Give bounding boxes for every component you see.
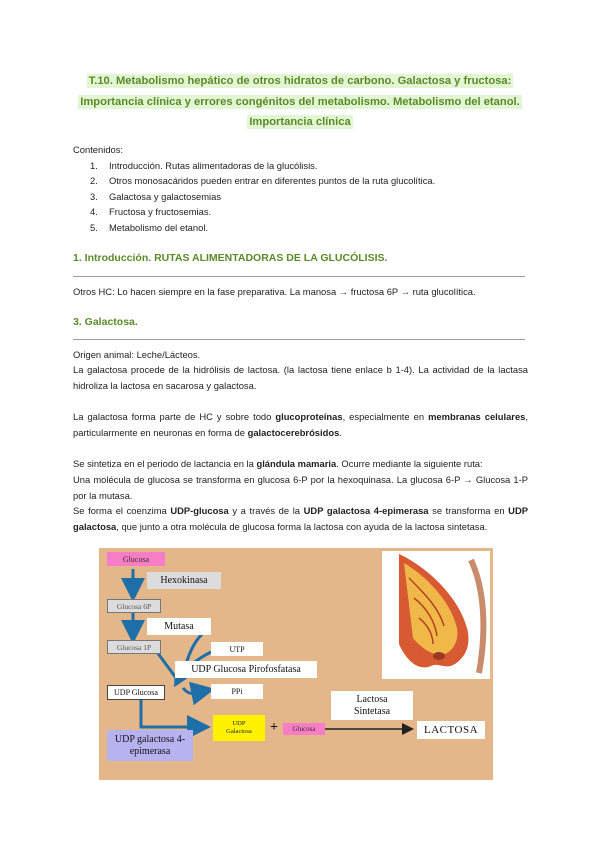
sintetasa-line-1: Lactosa [356,693,388,705]
title-line-3: Importancia clínica [249,116,351,128]
contents-list [90,158,435,235]
section-3-heading: 3. Galactosa. [73,316,138,328]
arrow-elbow [141,700,205,727]
box-glucosa-1p: Glucosa 1P [107,640,161,654]
list-text: Introducción. Rutas alimentadoras de la glucólisis. [109,160,318,171]
udp-galactosa-line-2: Galactosa [226,728,252,735]
paragraph-synthesis: Se sintetiza en el periodo de lactancia en la glándula mamaria. Ocurre mediante la siguiente ruta: [73,458,483,469]
list-text: Otros monosacáridos pueden entrar en diferentes puntos de la ruta glucolítica. [109,175,436,187]
box-utp: UTP [211,642,263,656]
list-item [90,204,435,219]
plus-sign: + [270,720,278,735]
udp-galactosa-line-1: UDP [232,720,246,727]
list-number: 4. [90,206,98,218]
box-glucosa: Glucosa [107,552,165,566]
section-1-heading: 1. Introducción. RUTAS ALIMENTADORAS DE LA GLUCÓLISIS. [73,252,388,264]
paragraph-glucose-steps: Una molécula de glucosa se transforma en glucosa 6-P por la hexoquinasa. La glucosa 6-P → Glucosa 1-P por la mutasa. [73,474,528,501]
contents-label: Contenidos: [73,144,124,155]
list-text: Metabolismo del etanol. [109,221,209,233]
list-text: Fructosa y fructosemias. [109,206,212,218]
section-divider [73,276,525,277]
box-udp-glucosa-pirofosfatasa: UDP Glucosa Pirofosfatasa [175,661,317,678]
box-glucosa-second: Glucosa [283,723,325,735]
paragraph-udp: Se forma el coenzima UDP-glucosa y a través de la UDP galactosa 4-epimerasa se transforma en UDP galactosa, que junto a otra molécula de glucosa forma la lactosa con ayuda de la lactosa sintetasa. [73,505,528,532]
title-line-1: T.10. Metabolismo hepático de otros hidratos de carbono. Galactosa y fructosa: [88,75,512,87]
origin-text: Origen animal: Leche/Lácteos. [73,349,201,360]
list-item [90,220,435,235]
paragraph-galactose-role: La galactosa forma parte de HC y sobre todo glucoproteínas, especialmente en membranas celulares, particularmente en neuronas en forma de galactocerebrósidos. [73,411,528,438]
box-udp-galactosa-4-epimerasa: UDP galactosa 4-epimerasa [107,730,193,761]
document-title [60,71,540,133]
list-number: 2. [90,175,98,187]
title-line-2: Importancia clínica y errores congénitos del metabolismo. Metabolismo del etanol. [80,95,520,108]
box-mutasa: Mutasa [147,618,211,635]
section-1-text: Otros HC: Lo hacen siempre en la fase preparativa. La manosa → fructosa 6P → ruta glucolítica. [73,286,476,297]
list-number: 5. [90,221,98,233]
list-item [90,189,435,204]
list-item [90,158,435,173]
lactose-pathway-figure [99,548,493,780]
list-number: 3. [90,190,98,202]
paragraph-lactose: La galactosa procede de la hidrólisis de lactosa. (la lactosa tiene enlace b 1-4). La actividad de la lactasa hidroliza la lactosa en sacarosa y galactosa. [73,364,528,391]
sintetasa-line-2: Sintetasa [353,705,391,717]
box-hexokinasa: Hexokinasa [147,572,221,589]
box-udp-galactosa [213,715,265,741]
box-udp-glucosa: UDP Glucosa [107,685,165,700]
box-lactosa-sintetasa [331,691,413,720]
section-divider [73,339,525,340]
mammary-gland-illustration [382,551,490,679]
list-number: 1. [90,160,98,171]
list-item [90,173,435,188]
arrow-curve [183,688,209,694]
box-lactosa: LACTOSA [417,721,485,739]
box-ppi: PPi [211,684,263,699]
box-glucosa-6p: Glucosa 6P [107,599,161,613]
list-text: Galactosa y galactosemias [109,190,222,202]
